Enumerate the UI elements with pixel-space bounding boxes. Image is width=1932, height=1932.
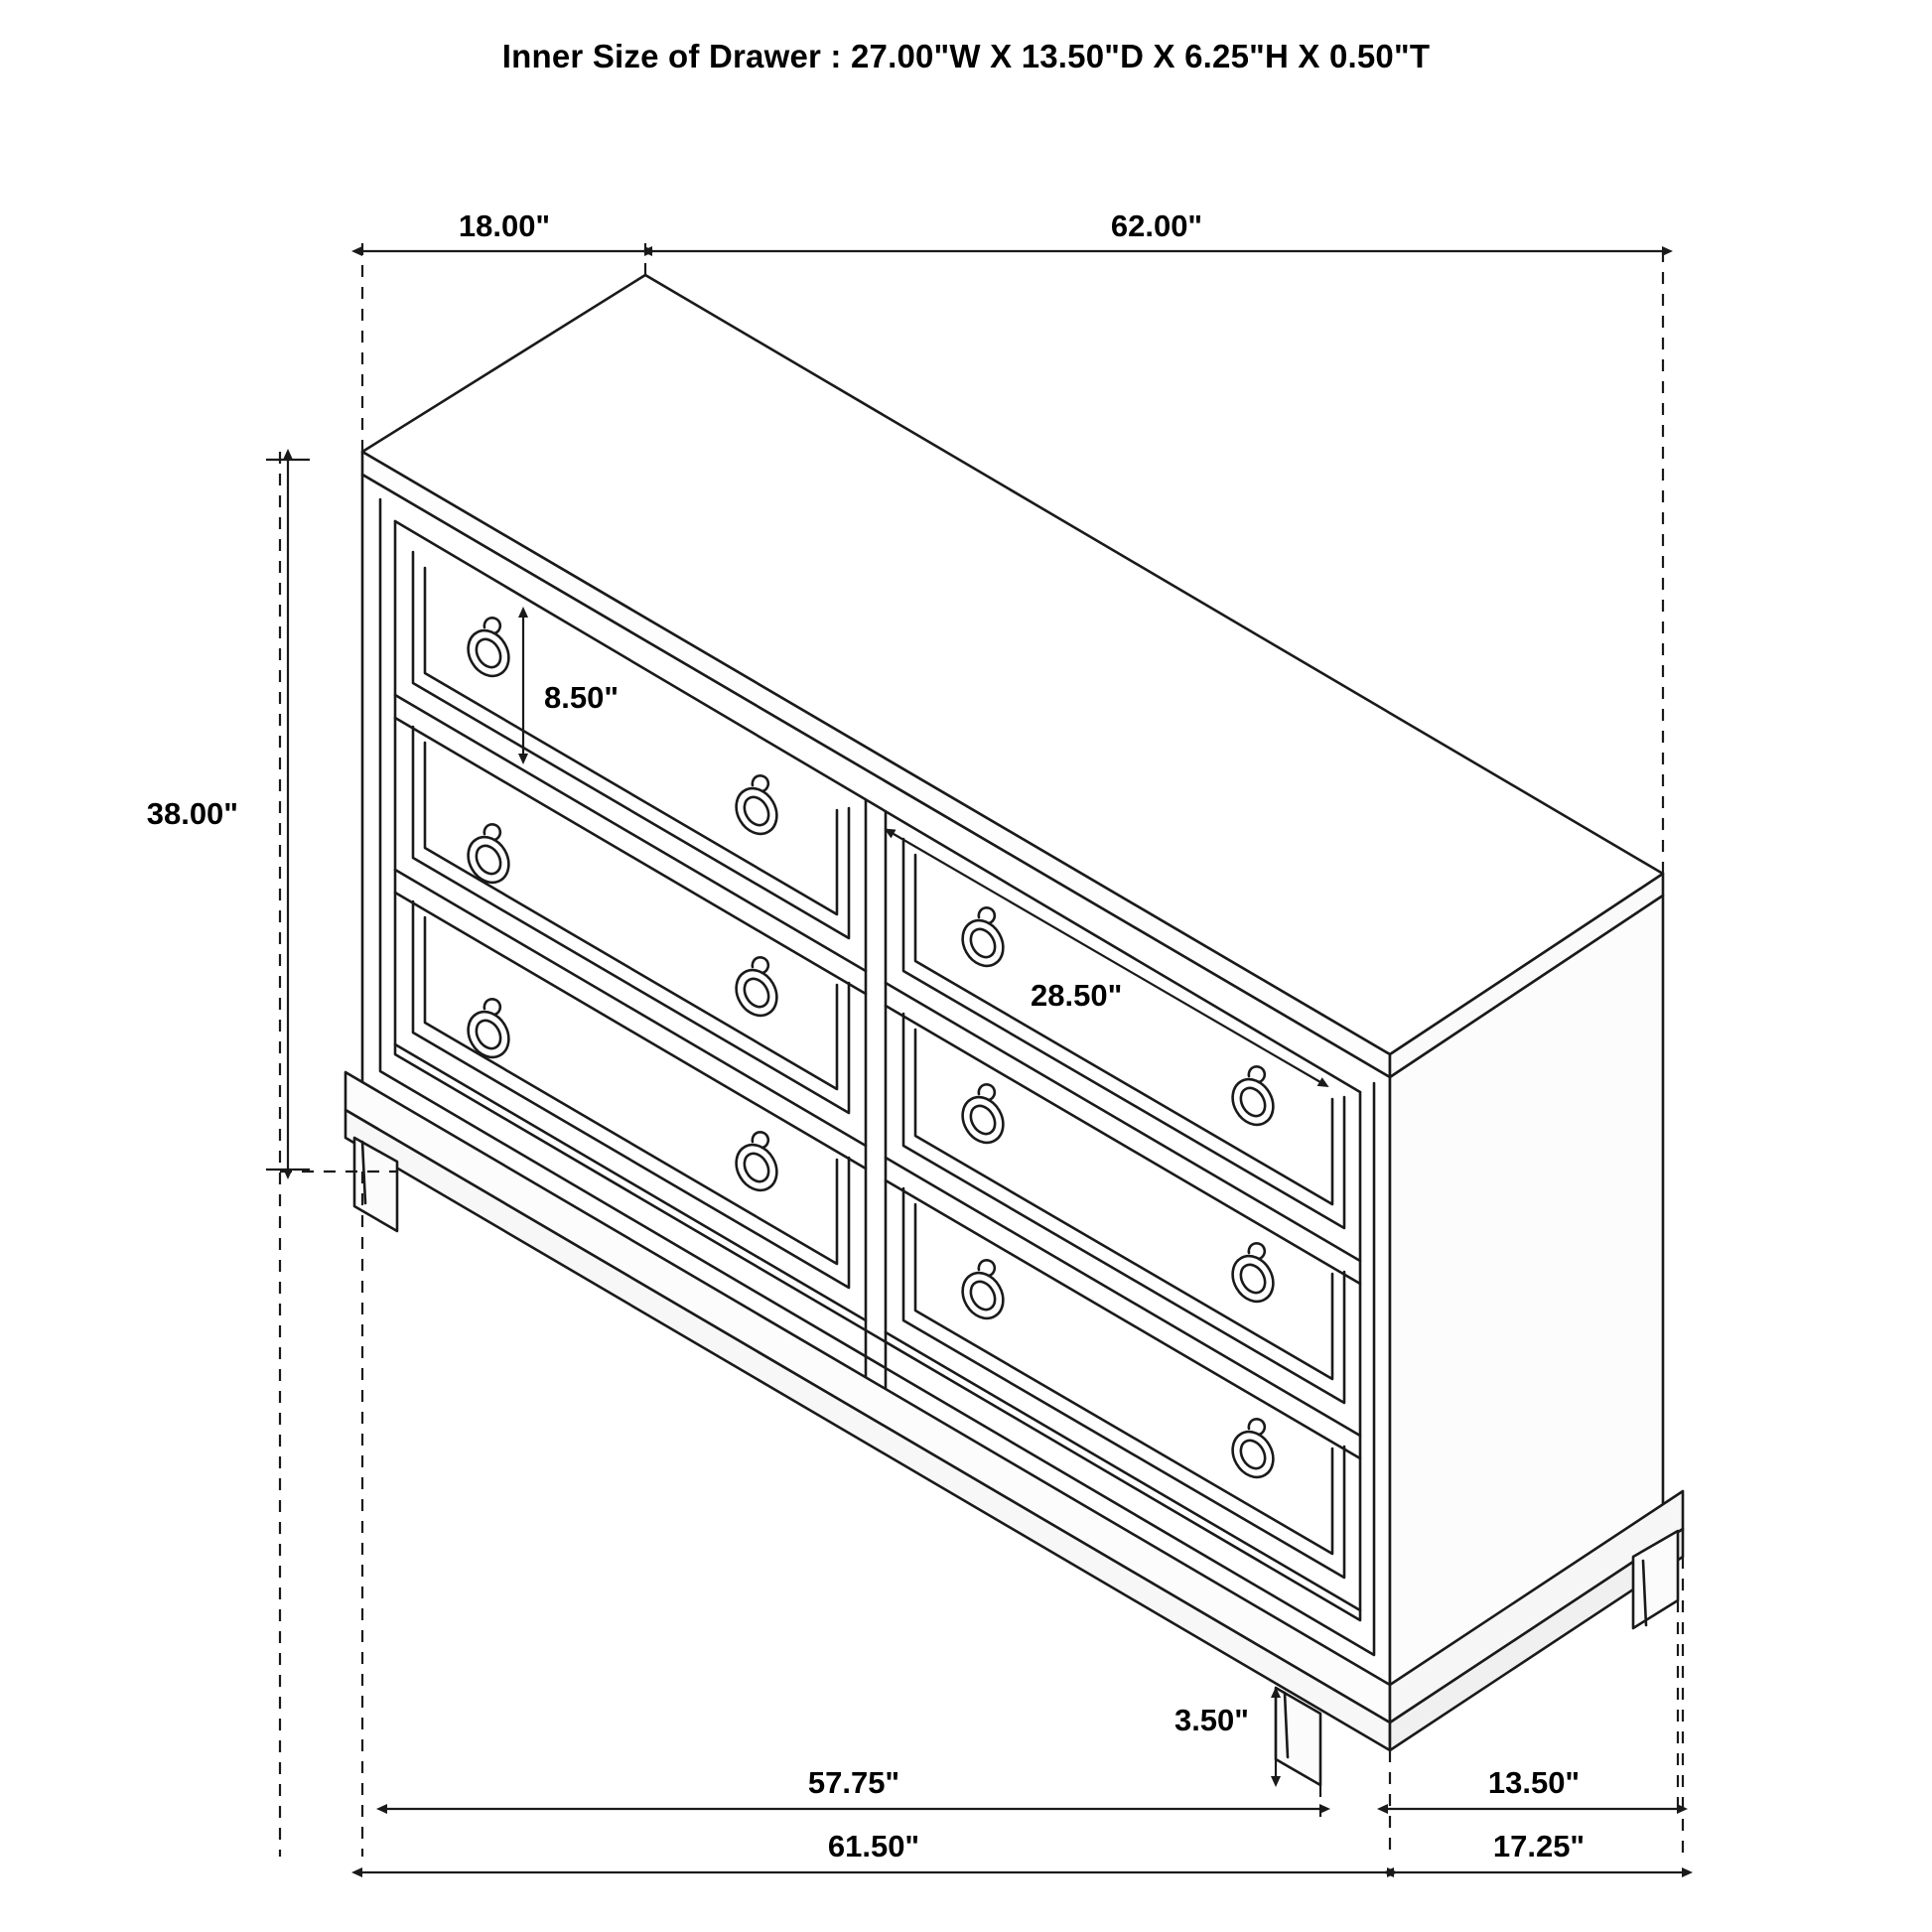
dim-label-front-width-top: 62.00"	[1110, 208, 1203, 243]
dim-label-total-height: 38.00"	[146, 796, 238, 831]
page-title: Inner Size of Drawer : 27.00"W X 13.50"D X 6.25"H X 0.50"T	[501, 38, 1431, 74]
dim-label-base-width-outer: 61.50"	[827, 1829, 920, 1863]
dim-label-side-depth-outer: 17.25"	[1492, 1829, 1586, 1863]
dim-label-side-depth-top: 18.00"	[458, 208, 551, 243]
dim-label-drawer-face-height: 8.50"	[544, 680, 620, 715]
dim-label-side-depth-inner: 13.50"	[1487, 1765, 1581, 1800]
dim-label-base-width-inner: 57.75"	[807, 1765, 900, 1800]
dim-label-leg-height: 3.50"	[1173, 1703, 1249, 1737]
dresser-outline	[345, 275, 1683, 1785]
dim-label-drawer-face-width: 28.50"	[1031, 978, 1123, 1013]
